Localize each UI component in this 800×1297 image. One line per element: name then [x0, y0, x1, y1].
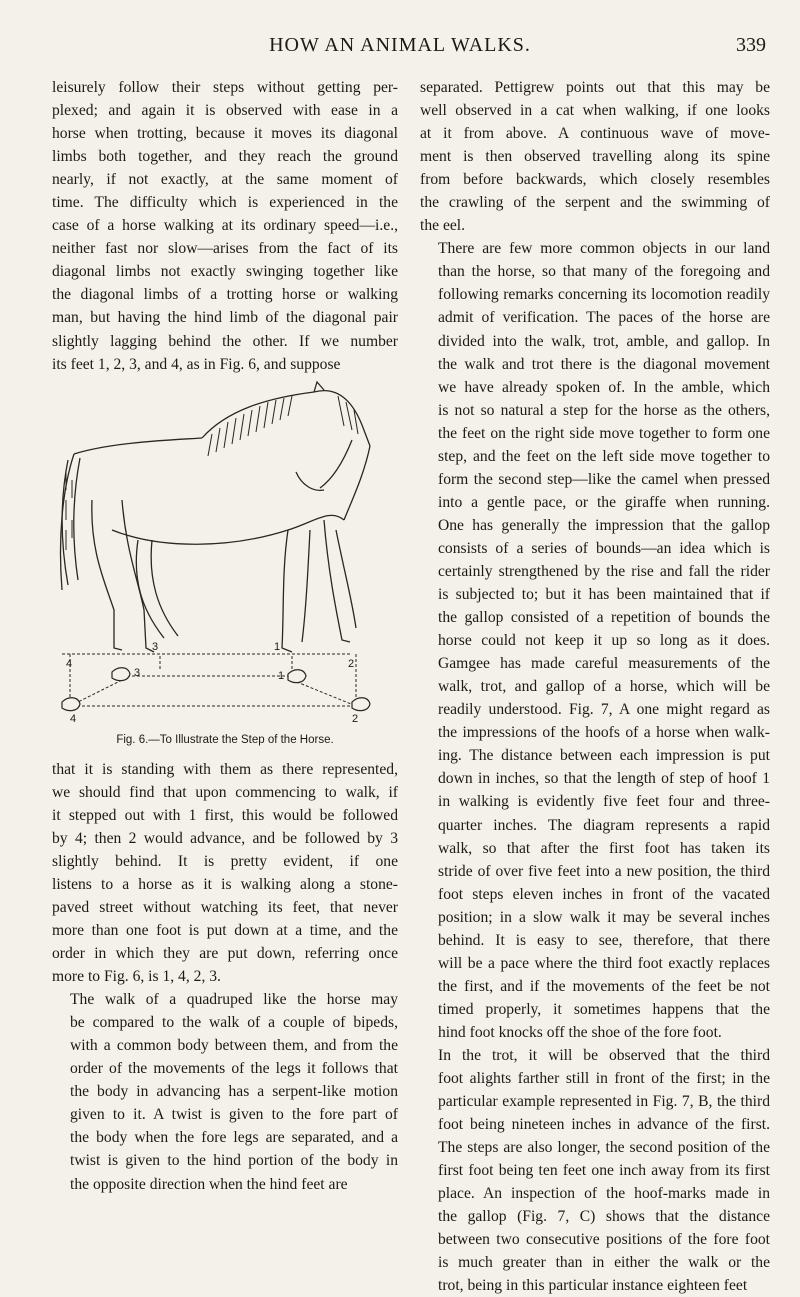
- left-paragraph-3: [52, 988, 398, 1195]
- text-line: more to Fig. 6, is 1, 4, 2, 3.: [52, 968, 221, 986]
- foot-label: 2: [352, 712, 359, 725]
- belly-outline: [112, 530, 288, 544]
- text-line: divided into the walk, trot, amble, and gallop. In: [438, 332, 770, 350]
- text-line: the impressions of the hoofs of a horse when walk-: [438, 724, 770, 742]
- text-line: given to it. A twist is given to the fore part of: [70, 1106, 398, 1124]
- foot-label: 4: [70, 712, 77, 725]
- page-header: [0, 34, 800, 66]
- text-line: it stepped out with 1 first, this would be followed: [52, 806, 398, 824]
- text-line: at it from above. A continuous wave of move-: [420, 125, 770, 143]
- text-line: the eel.: [420, 217, 466, 235]
- text-line: place. An inspection of the hoof-marks made in: [438, 1185, 770, 1203]
- text-line: is not so natural a step for the horse as the others,: [438, 401, 770, 419]
- text-line: between two consecutive positions of the fore foot: [438, 1231, 770, 1249]
- figure-caption: Fig. 6.—To Illustrate the Step of the Horse.: [116, 733, 334, 746]
- text-line: than the horse, so that many of the foregoing and: [438, 263, 770, 281]
- text-line: following remarks concerning its locomotion readily: [438, 286, 770, 304]
- right-paragraph-2: [420, 237, 770, 1044]
- horse-step-illustration: [52, 380, 398, 725]
- left-column: [52, 76, 398, 1196]
- text-line: timed properly, it sometimes happens that the: [438, 1000, 770, 1018]
- text-line: separated. Pettigrew points out that this may be: [420, 79, 770, 96]
- text-line: There are few more common objects in our land: [438, 240, 770, 258]
- text-line: horse when trotting, because it moves its diagonal: [52, 125, 398, 143]
- text-line: plexed; and again it is observed with ease in a: [52, 102, 398, 120]
- text-line: limbs both together, and they reach the ground: [52, 148, 398, 166]
- text-line: walk, trot, and gallop of a horse, which will be: [438, 678, 770, 696]
- left-paragraph-2: [52, 758, 398, 988]
- text-line: leisurely follow their steps without getting per-: [52, 79, 398, 96]
- text-line: form the second step—like the camel when pressed: [438, 470, 770, 488]
- text-line: from before backwards, which closely resembles: [420, 171, 770, 189]
- text-line: in walking is evidently five feet four and three-: [438, 793, 770, 811]
- figure-6: [52, 380, 398, 725]
- foot-label: 2: [348, 657, 355, 670]
- text-line: nearly, if not exactly, at the same moment of: [52, 171, 398, 189]
- text-line: ing. The distance between each impression is put: [438, 747, 770, 765]
- text-line: first foot being ten feet one inch away from its first: [438, 1162, 770, 1180]
- text-line: neither fast nor slow—arises from the fact of its: [52, 240, 398, 258]
- text-line: time. The difficulty which is experienced in the: [52, 194, 398, 212]
- text-line: readily understood. Fig. 7, A one might regard as: [438, 701, 770, 719]
- text-line: certainly strengthened by the rise and fall the rider: [438, 562, 770, 580]
- back-outline: [74, 438, 202, 454]
- text-line: case of a horse walking at its ordinary speed—i.e.,: [52, 217, 398, 235]
- text-line: order of the movements of the legs it follows that: [70, 1060, 398, 1078]
- text-line: behind. It is easy to see, therefore, that there: [438, 931, 770, 949]
- text-line: ment is then observed travelling along its spine: [420, 148, 770, 166]
- text-line: foot alights farther still in front of the first; in the: [438, 1070, 770, 1088]
- text-line: trot, being in this particular instance eighteen feet: [438, 1277, 748, 1295]
- text-line: In the trot, it will be observed that the third: [438, 1046, 770, 1064]
- text-line: foot steps eleven inches in front of the vacated: [438, 885, 770, 903]
- text-line: slightly lagging behind the other. If we number: [52, 332, 398, 350]
- hoof-print: [352, 697, 370, 710]
- text-line: is subjected to; but it has been maintained that if: [438, 586, 770, 604]
- left-paragraph-1: [52, 76, 398, 376]
- text-line: its feet 1, 2, 3, and 4, as in Fig. 6, and suppose: [52, 355, 341, 373]
- text-line: we have already spoken of. In the amble, which: [438, 378, 770, 396]
- page-number: 339: [736, 34, 766, 56]
- text-line: position; in a slow walk it may be several inches: [438, 908, 770, 926]
- foot-label: 1: [278, 669, 285, 682]
- text-line: the body in advancing has a serpent-like motion: [70, 1083, 398, 1101]
- text-line: The steps are also longer, the second position of the: [438, 1139, 770, 1157]
- foot-label: 4: [66, 657, 73, 670]
- text-line: the first, and if the movements of the feet be not: [438, 977, 770, 995]
- text-line: the gallop consisted of a repetition of bounds the: [438, 609, 770, 627]
- text-line: be compared to the walk of a couple of bipeds,: [70, 1014, 398, 1032]
- fore-leg-outline: [282, 530, 292, 652]
- face-outline: [344, 446, 370, 520]
- right-paragraph-3: [420, 1044, 770, 1297]
- text-line: the opposite direction when the hind feet are: [70, 1175, 348, 1193]
- text-line: listens to a horse as it is walking along a stone-: [52, 875, 398, 893]
- text-line: horse could not keep it up so long as it does.: [438, 632, 770, 650]
- text-line: the body when the fore legs are separated, and a: [70, 1129, 398, 1147]
- text-line: man, but having the hind limb of the diagonal pair: [52, 309, 398, 327]
- text-line: by 4; then 2 would advance, and be followed by 3: [52, 829, 398, 847]
- text-line: diagonal limbs not exactly swinging together like: [52, 263, 398, 281]
- text-line: consists of a series of bounds—an idea which is: [438, 539, 770, 557]
- text-line: the crawling of the serpent and the swimming of: [420, 194, 770, 212]
- text-line: twist is given to the hind portion of the body in: [70, 1152, 398, 1170]
- text-line: order in which they are put down, referring once: [52, 945, 398, 963]
- text-line: walk, so that after the first foot has taken its: [438, 839, 770, 857]
- neck-outline: [202, 392, 314, 438]
- text-line: quarter inches. The diagram represents a rapid: [438, 816, 770, 834]
- text-line: The walk of a quadruped like the horse may: [70, 991, 398, 1009]
- foot-label: 1: [274, 640, 281, 653]
- text-line: into a gentle pace, or the giraffe when running.: [438, 493, 770, 511]
- text-line: step, and the feet on the left side move together to: [438, 447, 770, 465]
- text-line: admit of verification. The paces of the horse are: [438, 309, 770, 327]
- text-line: hind foot knocks off the shoe of the fore foot.: [438, 1023, 722, 1041]
- foot-label: 3: [152, 640, 159, 653]
- text-line: that it is standing with them as there represented,: [52, 760, 398, 778]
- text-line: foot being nineteen inches in advance of the first.: [438, 1116, 770, 1134]
- hoof-print: [62, 697, 80, 710]
- text-line: the feet on the right side move together to form one: [438, 424, 770, 442]
- running-title: HOW AN ANIMAL WALKS.: [269, 34, 531, 56]
- text-line: with a common body between them, and from the: [70, 1037, 398, 1055]
- hoof-print: [112, 667, 130, 680]
- hoof-print: [288, 669, 306, 682]
- text-line: the gallop (Fig. 7, C) shows that the distance: [438, 1208, 770, 1226]
- text-line: paved street without watching its feet, that never: [52, 898, 398, 916]
- foot-label: 3: [134, 666, 141, 679]
- text-line: more than one foot is put down at a time, and the: [52, 921, 398, 939]
- text-line: particular example represented in Fig. 7, B, the third: [438, 1093, 770, 1111]
- right-column: [420, 76, 770, 1297]
- text-line: we should find that upon commencing to walk, if: [52, 783, 398, 801]
- text-line: will be a pace where the third foot exactly replaces: [438, 954, 770, 972]
- right-paragraph-1: [420, 76, 770, 237]
- text-line: slightly behind. It is pretty evident, if one: [52, 852, 398, 870]
- text-line: well observed in a cat when walking, if one looks: [420, 102, 770, 120]
- text-line: One has generally the impression that the gallop: [438, 516, 770, 534]
- text-line: the diagonal limbs of a trotting horse or walking: [52, 286, 398, 304]
- text-line: stride of over five feet into a new position, the third: [438, 862, 770, 880]
- text-line: Gamgee has made careful measurements of the: [438, 655, 770, 673]
- text-line: is much greater than in either the walk or the: [438, 1254, 770, 1272]
- hind-leg-outline: [92, 500, 122, 650]
- text-line: down in inches, so that the length of step of hoof 1: [438, 770, 770, 788]
- text-line: the walk and trot there is the diagonal movement: [438, 355, 770, 373]
